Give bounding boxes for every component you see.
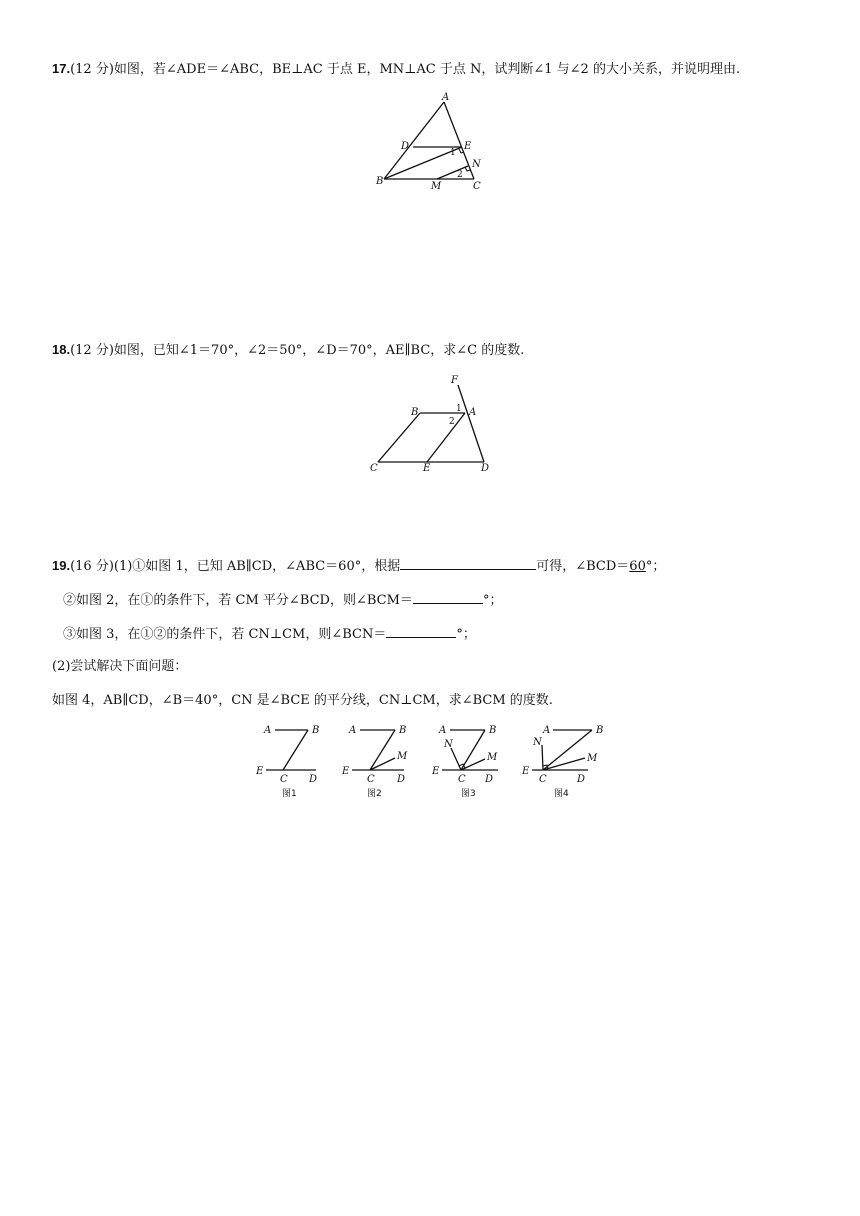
q18-label-angle-1: 1 <box>456 404 462 414</box>
q17-segment-MN <box>437 166 468 179</box>
q18-label-F: F <box>451 375 458 386</box>
q18-label-C: C <box>370 463 378 474</box>
q18-segment-AE <box>427 413 465 462</box>
q19-part1-a-mid: 可得，∠BCD＝ <box>536 559 630 574</box>
q17-label-M: M <box>431 181 442 192</box>
q17-text: (12 分)如图，若∠ADE＝∠ABC，BE⊥AC 于点 E，MN⊥AC 于点 N，试判断∠1 与∠2 的大小关系，并说明理由. <box>70 62 741 77</box>
q19-part1-c-pre: ③如图 3，在①②的条件下，若 CN⊥CM，则∠BCN＝ <box>63 627 387 642</box>
fig2-label-A: A <box>349 725 357 736</box>
q18-label-D: D <box>481 463 490 474</box>
fig1-label-C: C <box>280 774 288 785</box>
fig3-label-A: A <box>439 725 447 736</box>
fig1-label-B: B <box>312 725 320 736</box>
q18-figure <box>360 370 500 480</box>
fig3-segment-CN <box>451 748 461 770</box>
fig4-label-C: C <box>539 774 547 785</box>
q19-part1-a-pre: (16 分)(1)①如图 1，已知 AB∥CD，∠ABC＝60°，根据 <box>70 559 401 574</box>
q19-figure-2 <box>338 722 418 802</box>
fig4-segment-CN <box>542 745 543 770</box>
q17-segment-AB <box>384 102 444 179</box>
q18-statement <box>52 341 524 360</box>
fig3-caption: 图3 <box>461 789 476 799</box>
q19-part1-a <box>52 556 665 576</box>
fig2-label-M: M <box>397 751 408 762</box>
q19-part1-b-pre: ②如图 2，在①的条件下，若 CM 平分∠BCD，则∠BCM＝ <box>63 593 413 608</box>
q17-label-angle-1: 1 <box>450 148 456 158</box>
q18-number: 18. <box>52 342 71 357</box>
fig4-segment-BC <box>543 730 592 770</box>
fig2-label-C: C <box>367 774 375 785</box>
q18-segment-FD <box>458 385 484 462</box>
fig4-label-D: D <box>577 774 586 785</box>
q17-label-C: C <box>473 181 481 192</box>
q17-label-A: A <box>442 92 450 103</box>
q19-figure-4 <box>518 722 618 802</box>
q18-segment-BC <box>378 413 420 462</box>
fig3-label-E: E <box>432 766 440 777</box>
fig3-label-B: B <box>489 725 497 736</box>
q18-label-B: B <box>411 407 419 418</box>
fig1-segment-BC <box>283 730 308 770</box>
q17-label-B: B <box>376 176 384 187</box>
fig4-caption: 图4 <box>554 789 569 799</box>
q19-blank-bcn[interactable] <box>386 624 456 638</box>
q19-part1-b <box>63 590 502 610</box>
q19-part2-intro: (2)尝试解决下面问题： <box>52 659 188 674</box>
q19-part2-text: 如图 4，AB∥CD，∠B＝40°，CN 是∠BCE 的平分线，CN⊥CM，求∠BCM 的度数. <box>52 693 553 708</box>
fig1-label-E: E <box>256 766 264 777</box>
q17-figure <box>370 90 490 195</box>
fig4-label-N: N <box>533 737 542 748</box>
q17-label-E: E <box>464 141 472 152</box>
q17-label-N: N <box>472 159 481 170</box>
q19-part1-c-post: °； <box>456 627 476 642</box>
fig4-label-M: M <box>587 753 598 764</box>
q19-figure-1 <box>250 722 330 802</box>
q19-figure-3 <box>428 722 513 802</box>
fig2-label-B: B <box>399 725 407 736</box>
q18-label-A: A <box>469 407 477 418</box>
q17-number: 17. <box>52 61 71 76</box>
fig2-label-D: D <box>397 774 406 785</box>
q18-text: (12 分)如图，已知∠1＝70°，∠2＝50°，∠D＝70°，AE∥BC，求∠C 的度数. <box>70 343 525 358</box>
q17-statement <box>52 60 740 79</box>
q19-blank-reason[interactable] <box>400 556 536 570</box>
q18-label-angle-2: 2 <box>449 417 455 427</box>
q18-label-E: E <box>423 463 431 474</box>
q19-number: 19. <box>52 558 71 573</box>
q17-label-D: D <box>401 141 410 152</box>
q19-part1-a-post: °； <box>645 559 666 574</box>
fig4-label-A: A <box>543 725 551 736</box>
fig3-label-M: M <box>487 752 498 763</box>
fig3-label-N: N <box>444 739 453 750</box>
fig1-caption: 图1 <box>282 789 297 799</box>
fig2-caption: 图2 <box>367 789 382 799</box>
fig1-label-A: A <box>264 725 272 736</box>
fig4-label-E: E <box>522 766 530 777</box>
fig4-segment-CM <box>543 758 585 770</box>
fig2-label-E: E <box>342 766 350 777</box>
q19-answer-bcd: 60 <box>629 559 646 574</box>
fig1-label-D: D <box>309 774 318 785</box>
q19-blank-bcm[interactable] <box>413 590 483 604</box>
q19-part1-b-post: °； <box>482 593 503 608</box>
fig3-label-C: C <box>458 774 466 785</box>
q17-label-angle-2: 2 <box>457 170 463 180</box>
fig3-label-D: D <box>485 774 494 785</box>
fig4-label-B: B <box>596 725 604 736</box>
q19-part1-c <box>63 624 476 644</box>
